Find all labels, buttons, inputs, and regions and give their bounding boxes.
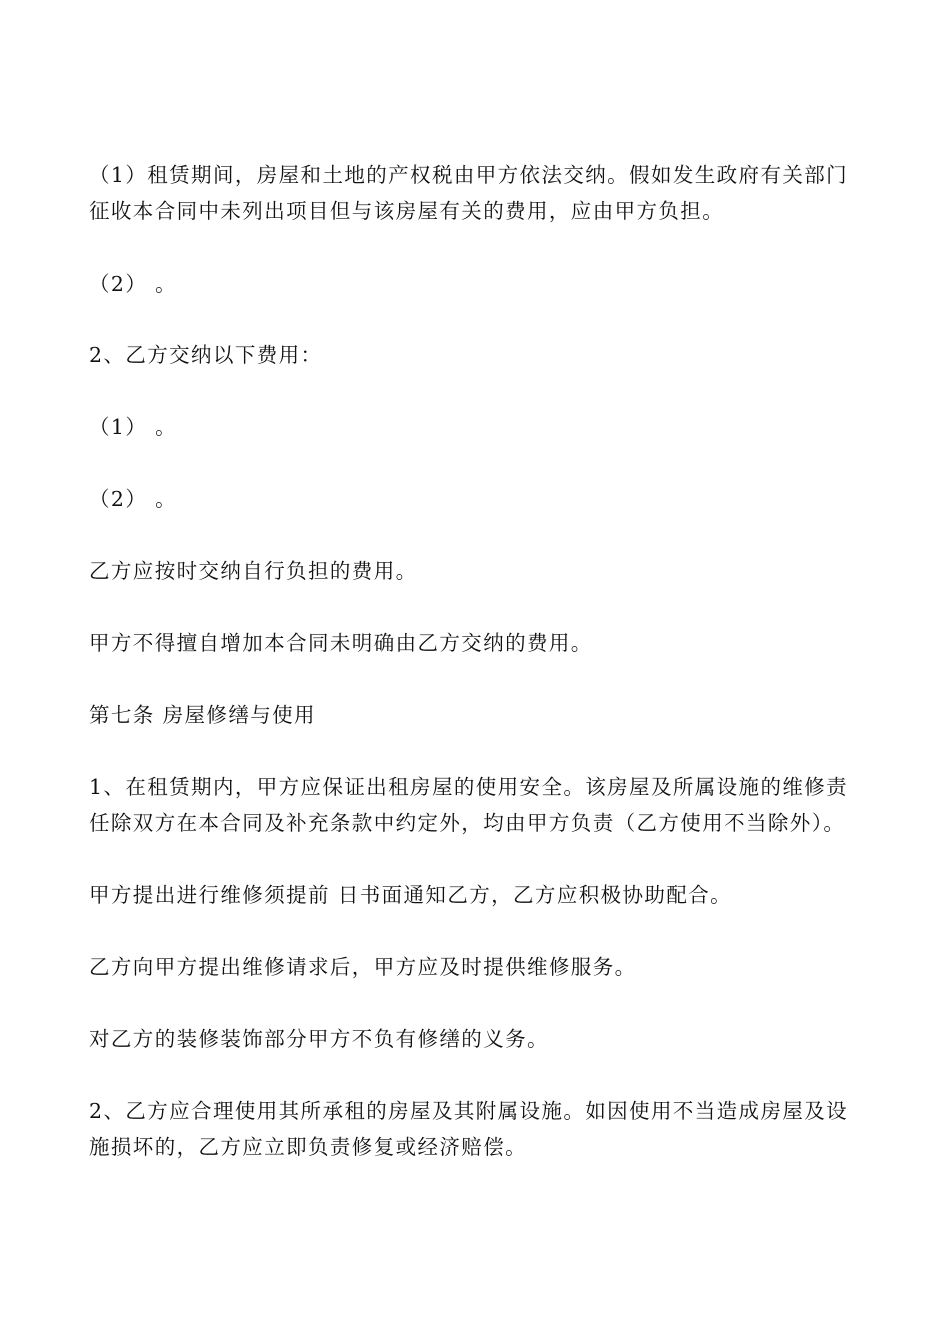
paragraph-proper-use	[89, 1093, 879, 1165]
text-line: 1、在租赁期内，甲方应保证出租房屋的使用安全。该房屋及所属设施的维修责	[89, 775, 849, 799]
text-line: 第七条 房屋修缮与使用	[89, 703, 316, 727]
text-line: 2、乙方应合理使用其所承租的房屋及其附属设施。如因使用不当造成房屋及设	[89, 1099, 849, 1123]
text-line: 征收本合同中未列出项目但与该房屋有关的费用，应由甲方负担。	[89, 199, 725, 223]
article-7-heading	[89, 697, 879, 733]
text-line: 甲方提出进行维修须提前 日书面通知乙方，乙方应积极协助配合。	[89, 883, 733, 907]
paragraph-property-tax	[89, 157, 879, 229]
text-line: 甲方不得擅自增加本合同未明确由乙方交纳的费用。	[89, 631, 593, 655]
paragraph-decoration-exemption	[89, 1021, 879, 1057]
paragraph-maintenance-responsibility	[89, 769, 879, 841]
paragraph-tenant-fee-2	[89, 481, 879, 517]
text-line: 乙方向甲方提出维修请求后，甲方应及时提供维修服务。	[89, 955, 637, 979]
text-line: （1）租赁期间，房屋和土地的产权税由甲方依法交纳。假如发生政府有关部门	[89, 163, 849, 187]
paragraph-item-2	[89, 266, 879, 302]
text-line: （2） 。	[89, 487, 178, 511]
paragraph-tenant-fee-1	[89, 409, 879, 445]
text-line: （2） 。	[89, 272, 178, 296]
text-line: 施损坏的，乙方应立即负责修复或经济赔偿。	[89, 1135, 527, 1159]
text-line: （1） 。	[89, 415, 178, 439]
paragraph-no-extra-fees	[89, 625, 879, 661]
paragraph-maintenance-request	[89, 949, 879, 985]
text-line: 对乙方的装修装饰部分甲方不负有修缮的义务。	[89, 1027, 549, 1051]
paragraph-tenant-fees-heading	[89, 337, 879, 373]
paragraph-pay-on-time	[89, 553, 879, 589]
text-line: 2、乙方交纳以下费用：	[89, 343, 323, 367]
paragraph-maintenance-notice	[89, 877, 879, 913]
text-line: 任除双方在本合同及补充条款中约定外，均由甲方负责（乙方使用不当除外）。	[89, 811, 846, 835]
text-line: 乙方应按时交纳自行负担的费用。	[89, 559, 418, 583]
